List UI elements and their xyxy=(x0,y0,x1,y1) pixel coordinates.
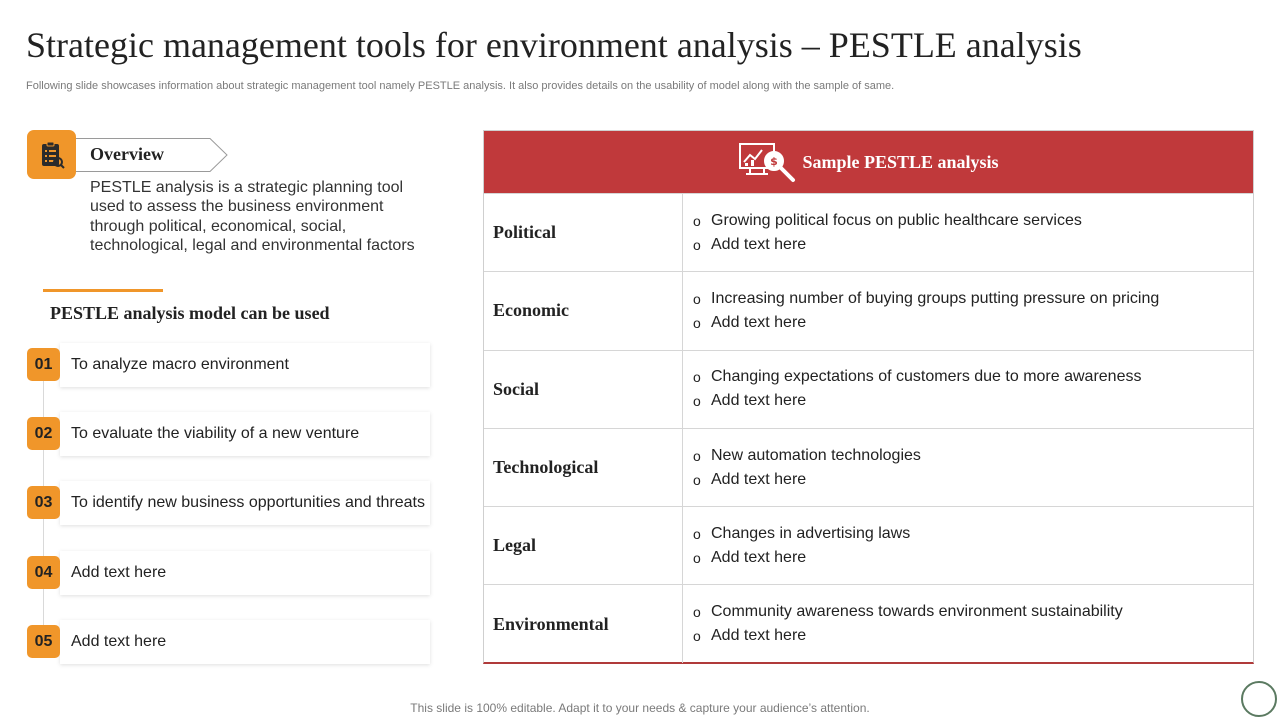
list-item-number: 01 xyxy=(27,348,60,381)
bullet-marker: o xyxy=(693,447,701,464)
overview-heading: Overview xyxy=(90,144,164,164)
bullet-point xyxy=(693,522,1253,546)
table-row xyxy=(484,350,1253,428)
page-title: Strategic management tools for environment analysis – PESTLE analysis xyxy=(26,25,1082,65)
factor-points xyxy=(683,194,1253,271)
list-item xyxy=(27,481,430,525)
bullet-point xyxy=(693,468,1253,492)
bullet-point xyxy=(693,389,1253,413)
table-row xyxy=(484,271,1253,349)
table-row xyxy=(484,584,1253,662)
list-item xyxy=(27,620,430,664)
bullet-text: Growing political focus on public healthcare services xyxy=(711,211,1082,229)
bullet-point xyxy=(693,233,1253,257)
list-item-number: 05 xyxy=(27,625,60,658)
bullet-point xyxy=(693,624,1253,648)
bullet-text: Add text here xyxy=(711,548,807,566)
bullet-marker: o xyxy=(693,525,701,542)
bullet-text: Add text here xyxy=(711,627,807,645)
bullet-text: New automation technologies xyxy=(711,446,921,464)
bullet-point xyxy=(693,287,1253,311)
factor-label: Legal xyxy=(484,507,683,584)
list-item-number: 02 xyxy=(27,417,60,450)
bullet-text: Add text here xyxy=(711,392,807,410)
list-item-text: To analyze macro environment xyxy=(71,356,289,373)
bullet-text: Changing expectations of customers due to more awareness xyxy=(711,368,1142,386)
list-item xyxy=(27,343,430,387)
factor-label: Social xyxy=(484,351,683,428)
bullet-marker: o xyxy=(693,549,701,566)
factor-label: Technological xyxy=(484,429,683,506)
bullet-point xyxy=(693,600,1253,624)
list-item-text: To identify new business opportunities and threats xyxy=(71,494,425,511)
bullet-text: Changes in advertising laws xyxy=(711,524,911,542)
factor-points xyxy=(683,272,1253,349)
factor-label: Economic xyxy=(484,272,683,349)
bullet-point xyxy=(693,546,1253,570)
bullet-marker: o xyxy=(693,212,701,229)
table-row xyxy=(484,193,1253,271)
bullet-text: Community awareness towards environment sustainability xyxy=(711,603,1123,621)
clipboard-checklist-icon xyxy=(27,130,76,179)
pestle-table xyxy=(483,130,1254,664)
overview-text: PESTLE analysis is a strategic planning tool used to assess the business environment through political, economical, social, technological, legal and environmental factors xyxy=(90,179,415,254)
factor-points xyxy=(683,429,1253,506)
svg-text:$: $ xyxy=(770,155,779,168)
list-item-number: 04 xyxy=(27,556,60,589)
factor-points xyxy=(683,585,1253,662)
bullet-point xyxy=(693,311,1253,335)
bullet-marker: o xyxy=(693,290,701,307)
corner-circle-decoration xyxy=(1241,681,1277,717)
bullet-marker: o xyxy=(693,471,701,488)
list-item xyxy=(27,551,430,595)
page-subtitle: Following slide showcases information about strategic management tool namely PESTLE analysis. It also provides details on the usability of model along with the sample of same. xyxy=(26,80,895,92)
table-row xyxy=(484,506,1253,584)
bullet-point xyxy=(693,365,1253,389)
factor-label: Environmental xyxy=(484,585,683,662)
bullet-text: Add text here xyxy=(711,313,807,331)
bullet-marker: o xyxy=(693,236,701,253)
analytics-magnifier-dollar-icon xyxy=(738,140,798,184)
bullet-point xyxy=(693,444,1253,468)
table-header-title: Sample PESTLE analysis xyxy=(802,151,999,172)
list-item-text: To evaluate the viability of a new venture xyxy=(71,425,360,442)
bullet-text: Add text here xyxy=(711,470,807,488)
factor-label: Political xyxy=(484,194,683,271)
bullet-text: Increasing number of buying groups putting pressure on pricing xyxy=(711,289,1160,307)
bullet-marker: o xyxy=(693,314,701,331)
bullet-text: Add text here xyxy=(711,235,807,253)
list-item xyxy=(27,412,430,456)
bullet-marker: o xyxy=(693,628,701,645)
bullet-point xyxy=(693,209,1253,233)
list-item-number: 03 xyxy=(27,486,60,519)
table-header xyxy=(484,131,1253,193)
table-row xyxy=(484,428,1253,506)
bullet-marker: o xyxy=(693,393,701,410)
list-item-text: Add text here xyxy=(71,564,167,581)
model-usage-heading: PESTLE analysis model can be used xyxy=(50,303,330,323)
list-item-text: Add text here xyxy=(71,633,167,650)
bullet-marker: o xyxy=(693,604,701,621)
factor-points xyxy=(683,351,1253,428)
factor-points xyxy=(683,507,1253,584)
footer-note: This slide is 100% editable. Adapt it to your needs & capture your audience’s attention. xyxy=(410,701,870,715)
bullet-marker: o xyxy=(693,369,701,386)
section-divider xyxy=(43,289,163,292)
